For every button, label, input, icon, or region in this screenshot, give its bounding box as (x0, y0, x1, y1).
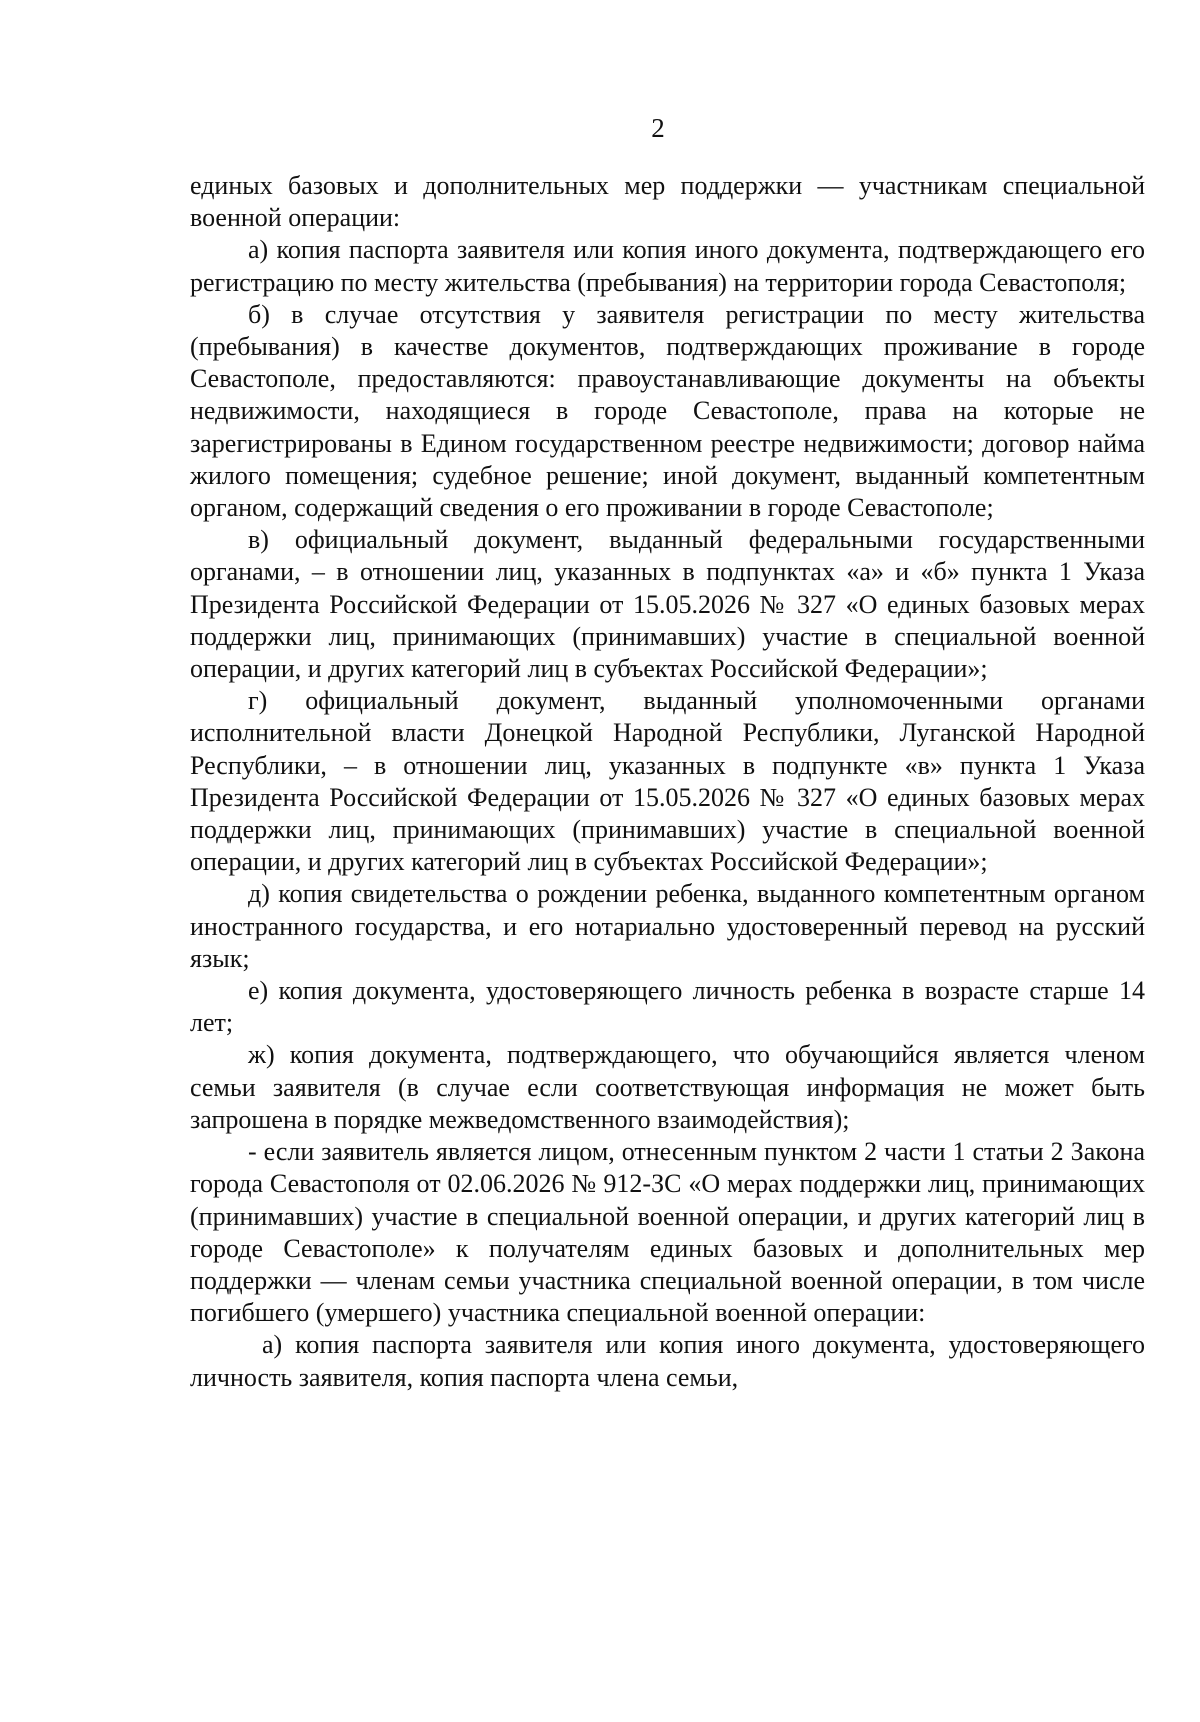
paragraph-item-g: г) официальный документ, выданный уполномоченными органами исполнительной власти Донецкой Народной Республики, Луганской Народной Республики, – в отношении лиц, указанных в подпункте «в» пункта 1 Указа Президента Российской Федерации от 15.05.2026 № 327 «О единых базовых мерах поддержки лиц, принимающих (принимавших) участие в специальной военной операции, и других категорий лиц в субъектах Российской Федерации»; (190, 686, 1145, 877)
paragraph-item-d: д) копия свидетельства о рождении ребенка, выданного компетентным органом иностранного государства, и его нотариально удостоверенный перевод на русский язык; (190, 879, 1145, 973)
paragraph-item-v: в) официальный документ, выданный федеральными государственными органами, – в отношении лиц, указанных в подпунктах «а» и «б» пункта 1 Указа Президента Российской Федерации от 15.05.2026 № 327 «О единых базовых мерах поддержки лиц, принимающих (принимавших) участие в специальной военной операции, и других категорий лиц в субъектах Российской Федерации»; (190, 525, 1145, 684)
paragraph-item-e: е) копия документа, удостоверяющего личность ребенка в возрасте старше 14 лет; (190, 976, 1145, 1038)
paragraph-family-members: - если заявитель является лицом, отнесенным пунктом 2 части 1 статьи 2 Закона города Севастополя от 02.06.2026 № 912-ЗС «О мерах поддержки лиц, принимающих (принимавших) участие в специальной военной операции, и других категорий лиц в городе Севастополе» к получателям единых базовых и дополнительных мер поддержки — членам семьи участника специальной военной операции, в том числе погибшего (умершего) участника специальной военной операции: (190, 1137, 1145, 1328)
page-number: 2 (651, 113, 665, 143)
paragraph-item-a: а) копия паспорта заявителя или копия иного документа, подтверждающего его регистрацию по месту жительства (пребывания) на территории города Севастополя; (190, 235, 1145, 297)
paragraph-item-zh: ж) копия документа, подтверждающего, что обучающийся является членом семьи заявителя (в случае если соответствующая информация не может быть запрошена в порядке межведомственного взаимодействия); (190, 1040, 1145, 1134)
paragraph-item-b: б) в случае отсутствия у заявителя регистрации по месту жительства (пребывания) в качестве документов, подтверждающих проживание в городе Севастополе, предоставляются: правоустанавливающие документы на объекты недвижимости, находящиеся в городе Севастополе, права на которые не зарегистрированы в Едином государственном реестре недвижимости; договор найма жилого помещения; судебное решение; иной документ, выданный компетентным органом, содержащий сведения о его проживании в городе Севастополе; (190, 299, 1145, 523)
document-body (190, 170, 1145, 1394)
paragraph-item-a-family: а) копия паспорта заявителя или копия иного документа, удостоверяющего личность заявителя, копия паспорта члена семьи, (190, 1330, 1145, 1392)
paragraph-continuation: единых базовых и дополнительных мер поддержки — участникам специальной военной операции: (190, 171, 1145, 233)
